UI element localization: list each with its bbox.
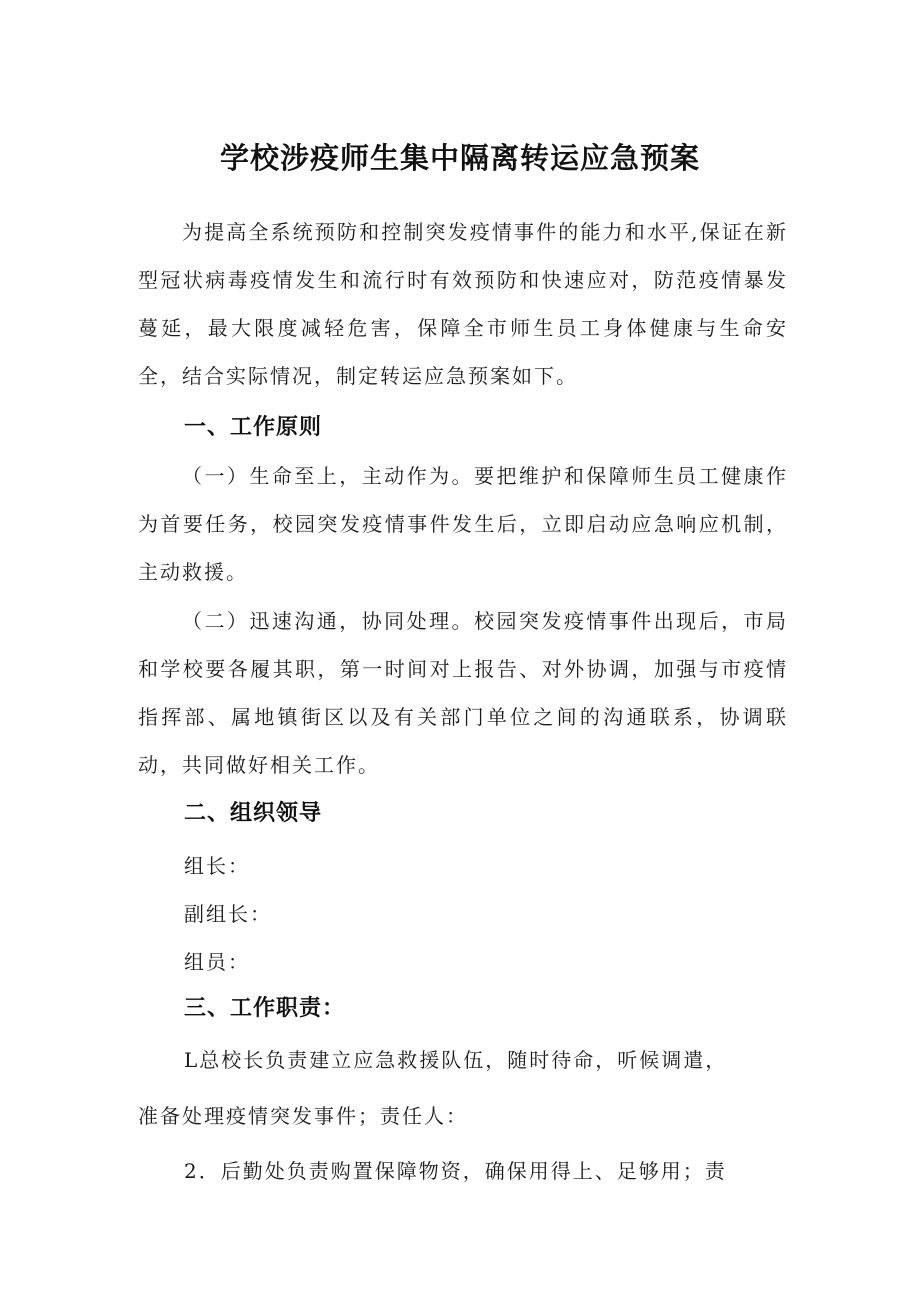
duty-item-1-line-2: 准备处理疫情突发事件；责任人：: [138, 1104, 468, 1128]
section-heading-organization: 二、组织领导: [184, 801, 323, 826]
members-line: 组员：: [184, 950, 250, 974]
duty-item-2-line-1: 2．后勤处负责购置保障物资，确保用得上、足够用；责: [184, 1159, 727, 1183]
intro-paragraph: 为提高全系统预防和控制突发疫情事件的能力和水平,保证在新型冠状病毒疫情发生和流行时有效预防和快速应对，防范疫情暴发蔓延，最大限度减轻危害，保障全市师生员工身体健康与生命安全，结合实际情况，制定转运应急预案如下。: [138, 220, 788, 388]
deputy-leader-line: 副组长：: [184, 902, 272, 926]
principle-paragraph-2: （二）迅速沟通，协同处理。校园突发疫情事件出现后，市局和学校要各履其职，第一时间对上报告、对外协调，加强与市疫情指挥部、属地镇街区以及有关部门单位之间的沟通联系，协调联动，共同做好相关工作。: [138, 609, 788, 777]
principle-paragraph-1: （一）生命至上，主动作为。要把维护和保障师生员工健康作为首要任务，校园突发疫情事件发生后，立即启动应急响应机制，主动救援。: [138, 464, 788, 584]
document-title: 学校涉疫师生集中隔离转运应急预案: [219, 141, 700, 175]
duty-item-1-line-1: L总校长负责建立应急救援队伍，随时待命，听候调遣，: [184, 1048, 728, 1072]
section-heading-principles: 一、工作原则: [184, 415, 323, 440]
leader-line: 组长：: [184, 854, 250, 878]
section-heading-duties: 三、工作职责：: [184, 996, 346, 1021]
